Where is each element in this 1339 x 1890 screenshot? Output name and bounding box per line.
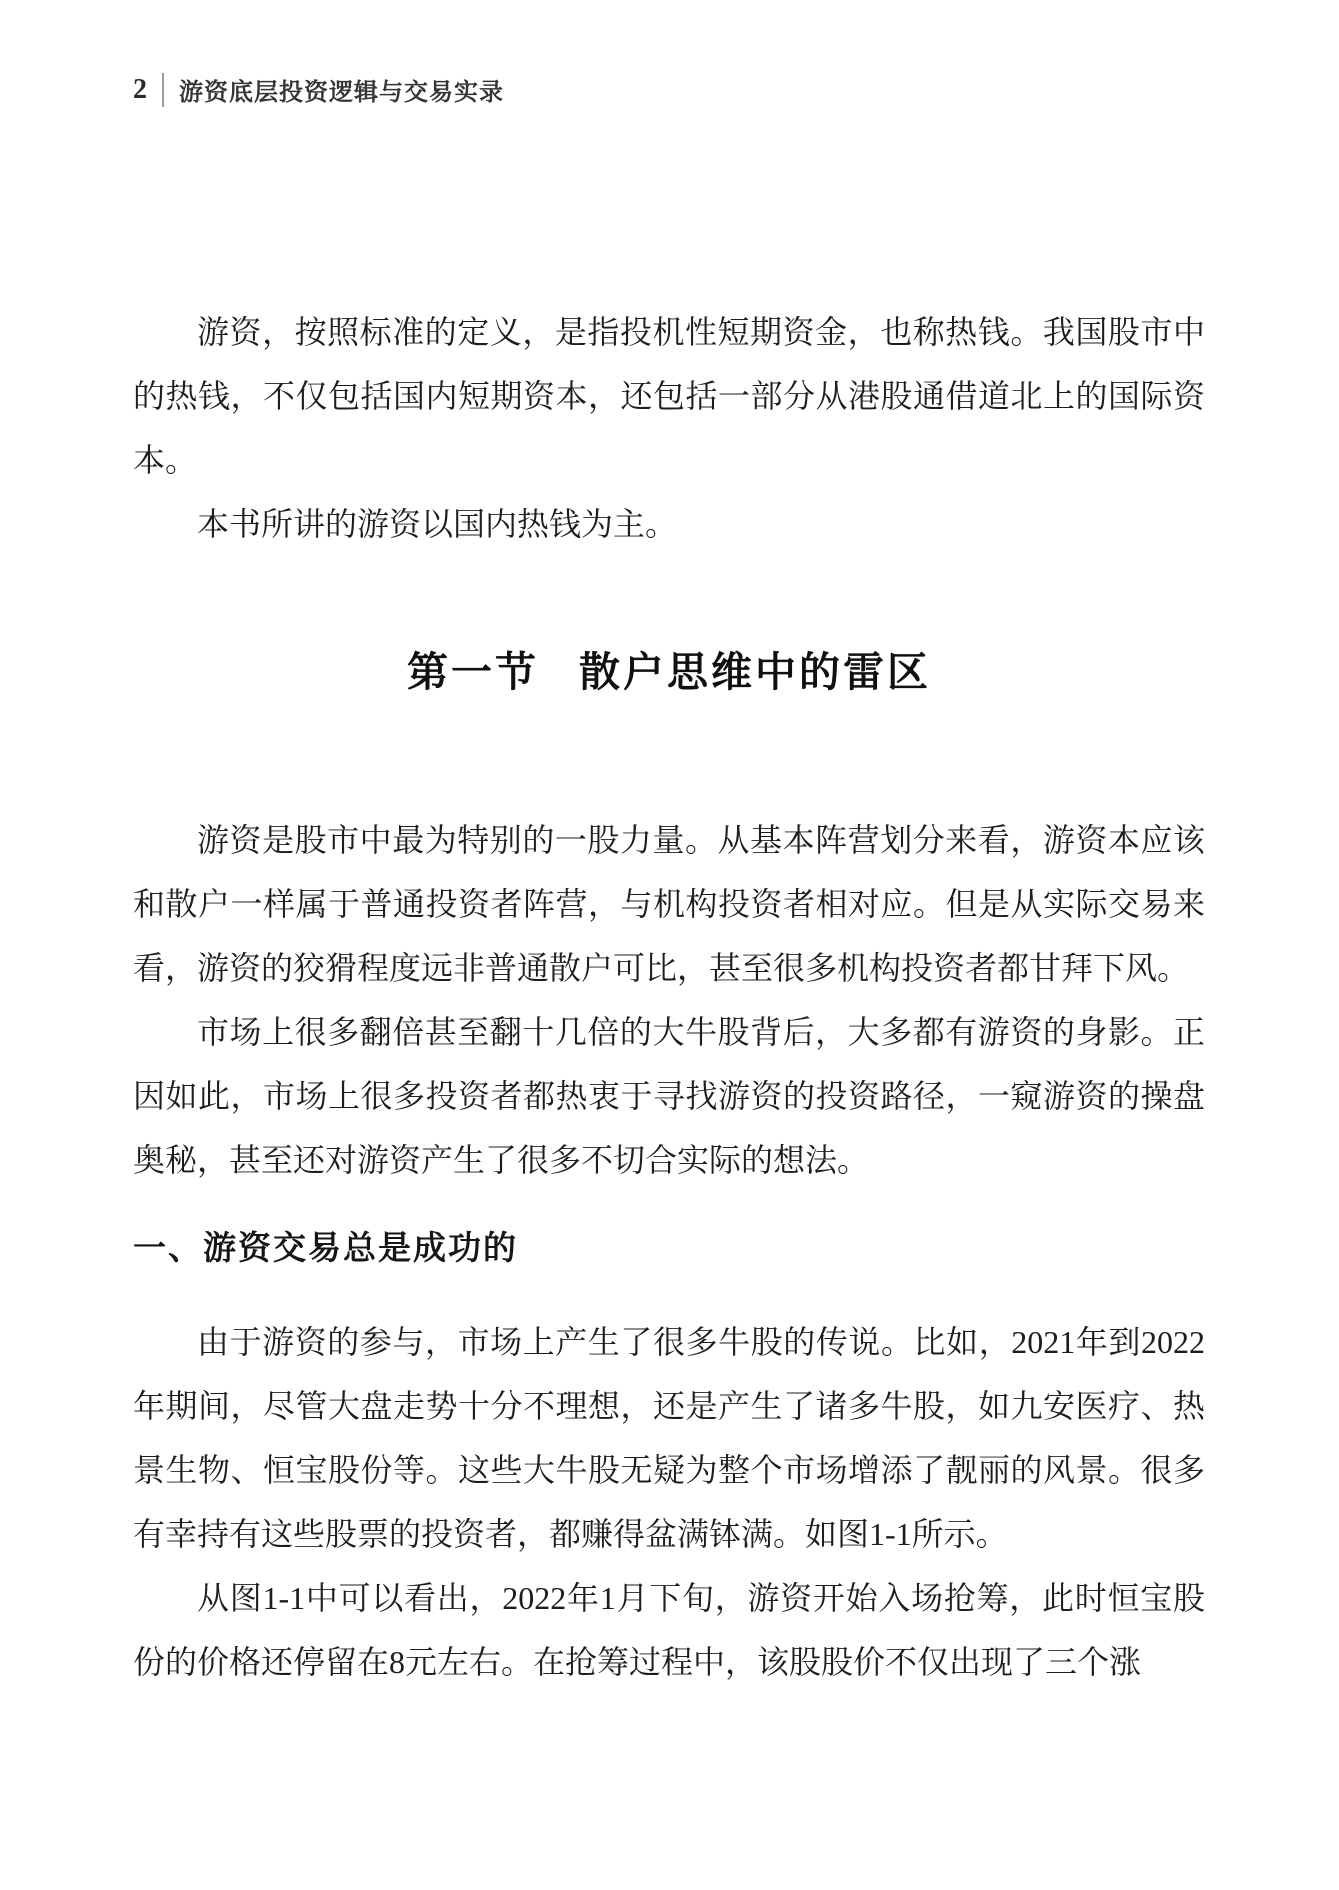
page-number: 2 [133,73,147,105]
paragraph-definition-of-hot-money: 游资，按照标准的定义，是指投机性短期资金，也称热钱。我国股市中的热钱，不仅包括国内短期资本，还包括一部分从港股通借道北上的国际资本。 [133,314,1205,478]
section-title: 散户思维中的雷区 [579,649,931,695]
section-heading [133,636,1205,708]
page-header [133,72,504,107]
paragraph-bull-stock-legends: 由于游资的参与，市场上产生了很多牛股的传说。比如，2021年到2022年期间，尽管大盘走势十分不理想，还是产生了诸多牛股，如九安医疗、热景生物、恒宝股份等。这些大牛股无疑为整个市场增添了靓丽的风景。很多有幸持有这些股票的投资者，都赚得盆满钵满。如图1-1所示。 [133,1324,1205,1552]
subsection-heading: 一、游资交易总是成功的 [133,1229,518,1266]
page-body [133,300,1205,1694]
paragraph-book-scope: 本书所讲的游资以国内热钱为主。 [197,506,678,542]
section-label: 第一节 [407,649,539,695]
paragraph-bull-stocks-behind: 市场上很多翻倍甚至翻十几倍的大牛股背后，大多都有游资的身影。正因如此，市场上很多投资者都热衷于寻找游资的投资路径，一窥游资的操盘奥秘，甚至还对游资产生了很多不切合实际的想法。 [133,1014,1205,1178]
book-title: 游资底层投资逻辑与交易实录 [179,79,504,106]
paragraph-hot-money-force: 游资是股市中最为特别的一股力量。从基本阵营划分来看，游资本应该和散户一样属于普通投资者阵营，与机构投资者相对应。但是从实际交易来看，游资的狡猾程度远非普通散户可比，甚至很多机构投资者都甘拜下风。 [133,822,1205,986]
paragraph-figure-1-1-analysis: 从图1-1中可以看出，2022年1月下旬，游资开始入场抢筹，此时恒宝股份的价格还停留在8元左右。在抢筹过程中，该股股价不仅出现了三个涨 [133,1580,1205,1680]
header-divider [162,73,164,107]
